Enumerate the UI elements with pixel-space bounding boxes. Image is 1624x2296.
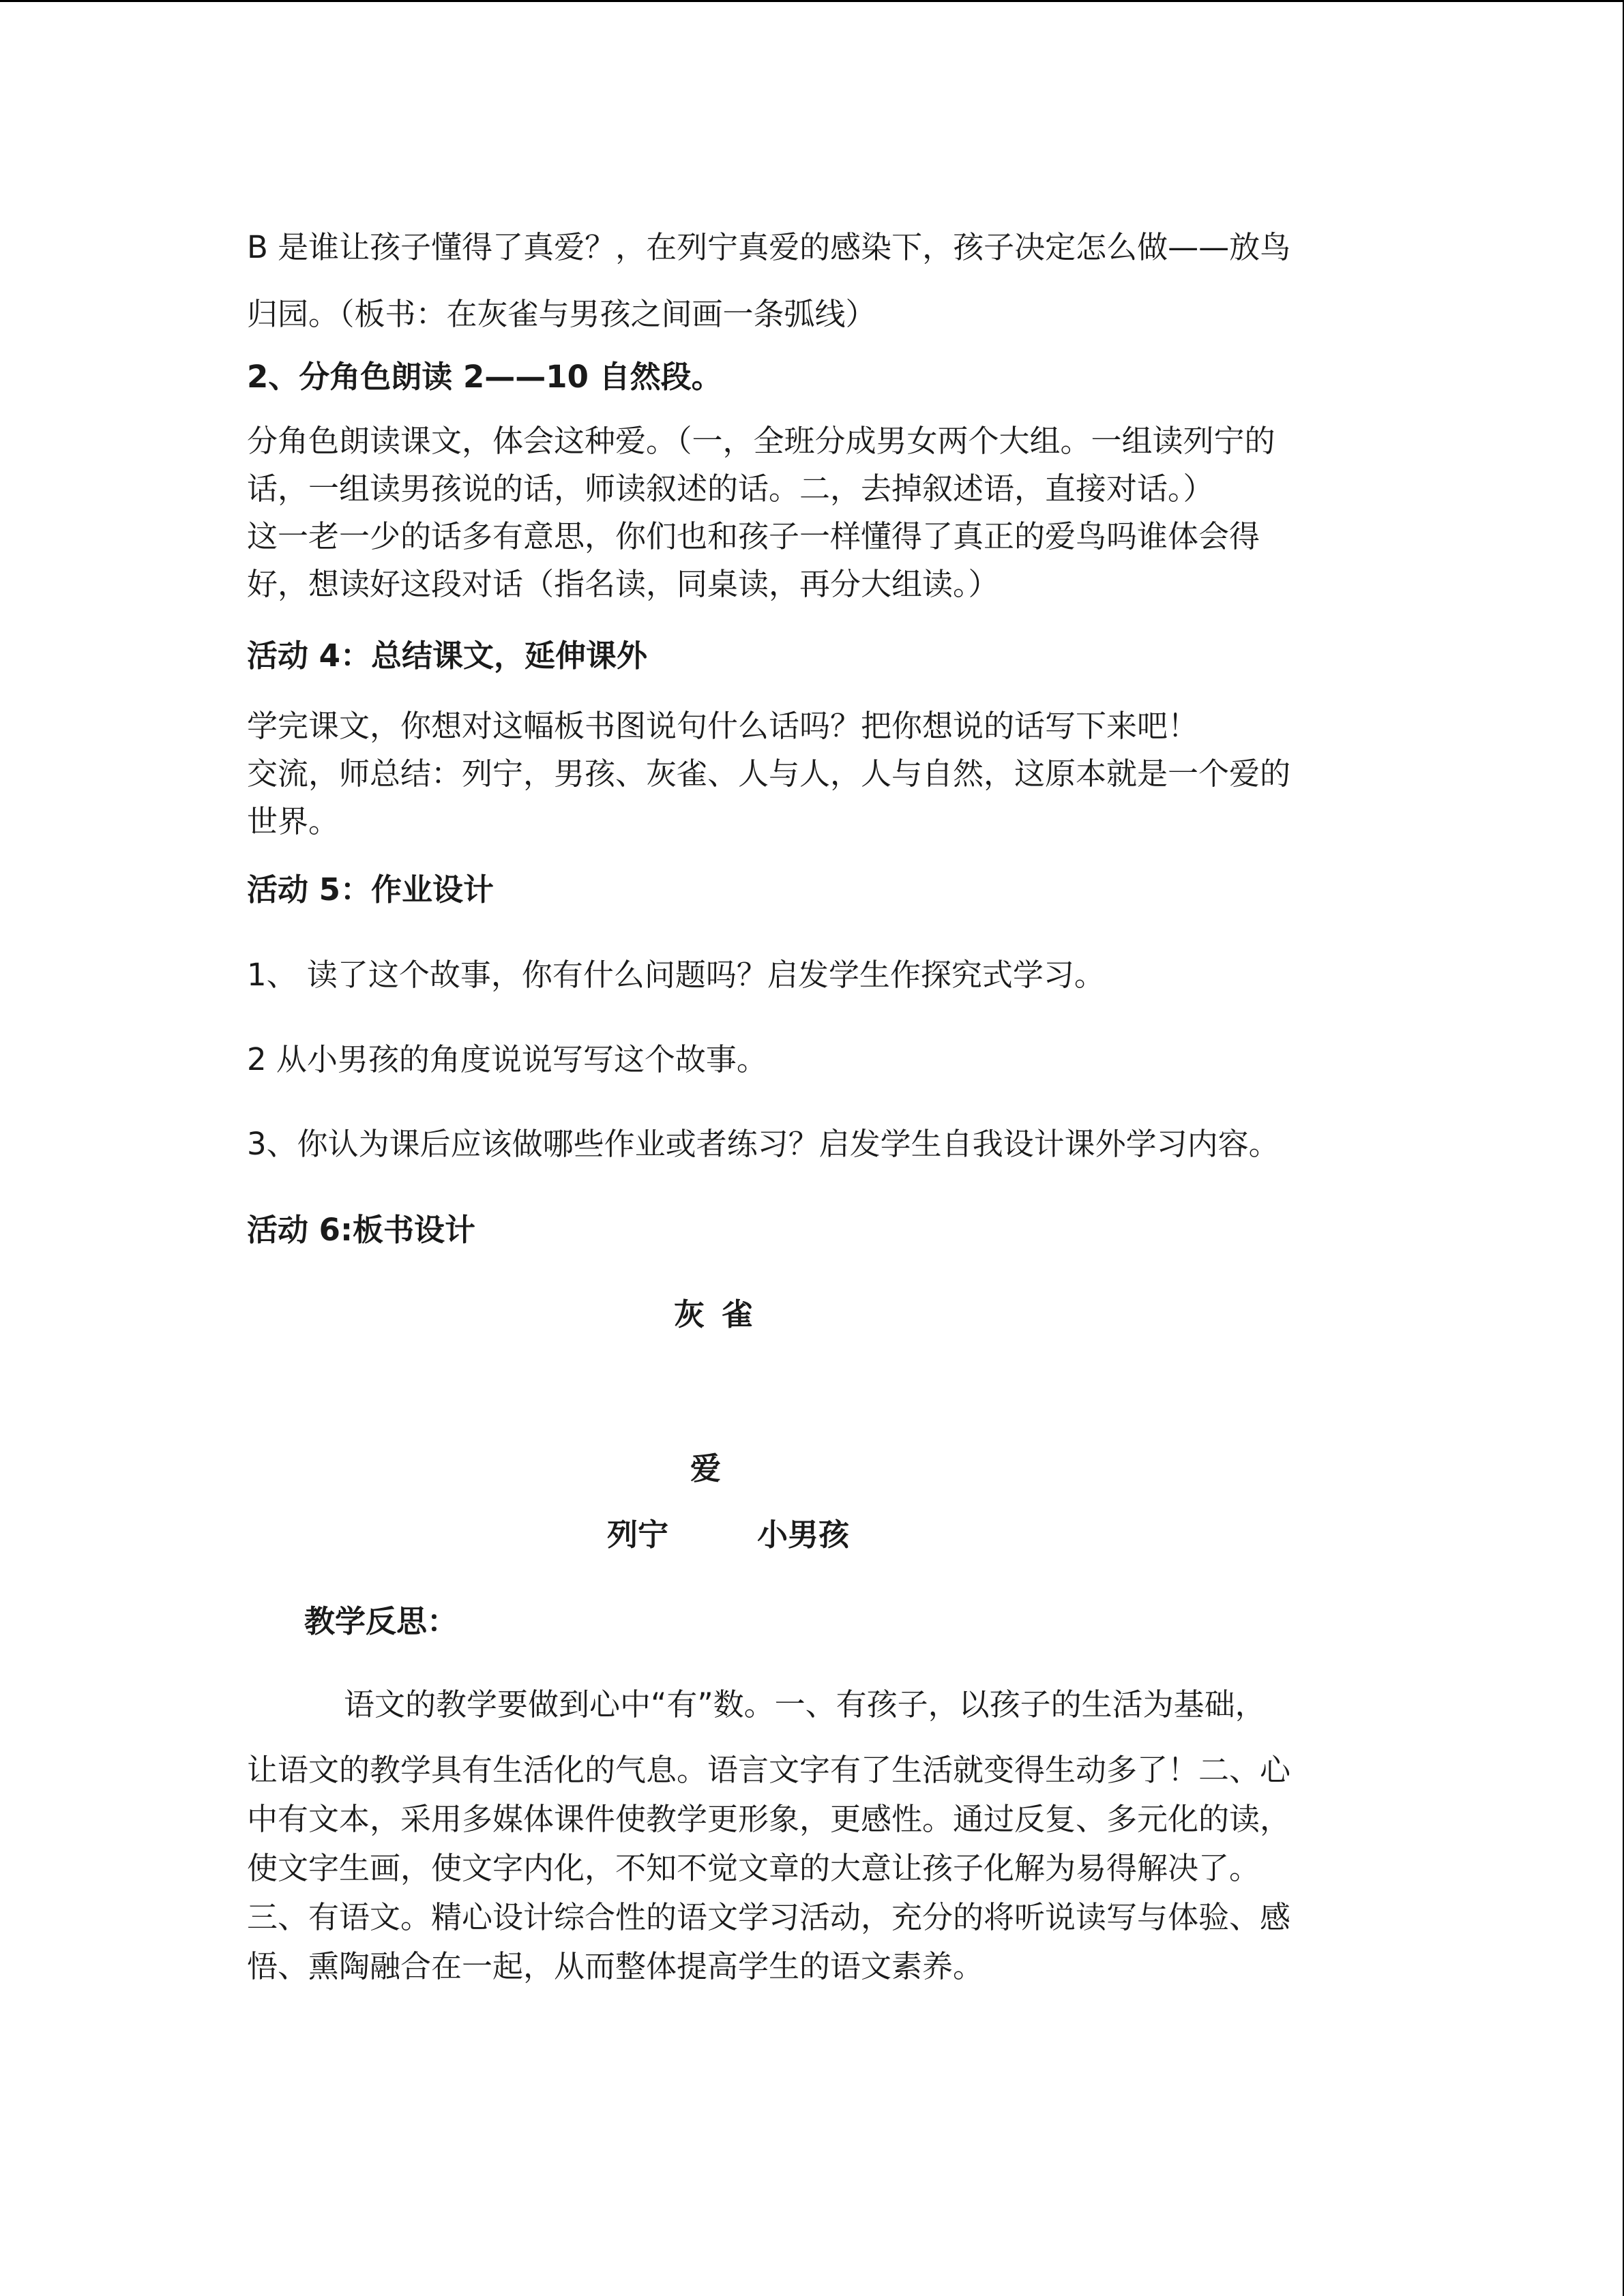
paragraph-summary	[247, 702, 1290, 846]
text-line: 让语文的教学具有生活化的气息。语言文字有了生活就变得生动多了！二、心	[247, 1752, 1291, 1788]
activity-4-heading: 活动 4：总结课文，延伸课外	[247, 638, 647, 674]
text-line: 话，一组读男孩说的话，师读叙述的话。二，去掉叙述语，直接对话。）	[247, 471, 1214, 507]
homework-item-3: 3、你认为课后应该做哪些作业或者练习？启发学生自我设计课外学习内容。	[247, 1126, 1280, 1162]
text-line: B 是谁让孩子懂得了真爱？，在列宁真爱的感染下，孩子决定怎么做——放鸟	[247, 229, 1291, 265]
text-line: 这一老一少的话多有意思，你们也和孩子一样懂得了真正的爱鸟吗谁体会得	[247, 518, 1260, 554]
text-line: 三、有语文。精心设计综合性的语文学习活动，充分的将听说读写与体验、感	[247, 1899, 1291, 1935]
text-line: 归园。（板书：在灰雀与男孩之间画一条弧线）	[247, 296, 876, 332]
reflection-first-line: 语文的教学要做到心中“有”数。一、有孩子，以孩子的生活为基础，	[344, 1686, 1266, 1723]
paragraph-intro	[247, 214, 1290, 348]
board-title-sparrow: 灰 雀	[674, 1296, 753, 1332]
activity-6-heading: 活动 6:板书设计	[247, 1212, 475, 1248]
paragraph-reflection	[247, 1746, 1290, 1991]
page-top-border	[0, 0, 1624, 2]
paragraph-role-reading	[247, 417, 1275, 608]
homework-item-1: 1、 读了这个故事，你有什么问题吗？启发学生作探究式学习。	[247, 957, 1105, 993]
text-line: 世界。	[247, 803, 340, 839]
board-little-boy: 小男孩	[757, 1517, 850, 1553]
text-line: 悟、熏陶融合在一起，从而整体提高学生的语文素养。	[247, 1948, 984, 1984]
text-line: 分角色朗读课文，体会这种爱。（一，全班分成男女两个大组。一组读列宁的	[247, 423, 1275, 459]
board-love: 爱	[690, 1450, 722, 1487]
board-lenin: 列宁	[607, 1517, 669, 1553]
text-line: 交流，师总结：列宁，男孩、灰雀、人与人，人与自然，这原本就是一个爱的	[247, 756, 1291, 792]
text-line: 学完课文，你想对这幅板书图说句什么话吗？把你想说的话写下来吧！	[247, 708, 1199, 744]
activity-5-heading: 活动 5：作业设计	[247, 871, 494, 908]
text-line: 中有文本，采用多媒体课件使教学更形象，更感性。通过反复、多元化的读，	[247, 1801, 1291, 1837]
text-line: 使文字生画，使文字内化，不知不觉文章的大意让孩子化解为易得解决了。	[247, 1850, 1260, 1886]
section-heading-role-reading: 2、分角色朗读 2——10 自然段。	[247, 359, 722, 395]
homework-item-2: 2 从小男孩的角度说说写写这个故事。	[247, 1041, 767, 1077]
reflection-heading: 教学反思：	[304, 1603, 458, 1639]
text-line: 好，想读好这段对话（指名读，同桌读，再分大组读。）	[247, 566, 999, 602]
